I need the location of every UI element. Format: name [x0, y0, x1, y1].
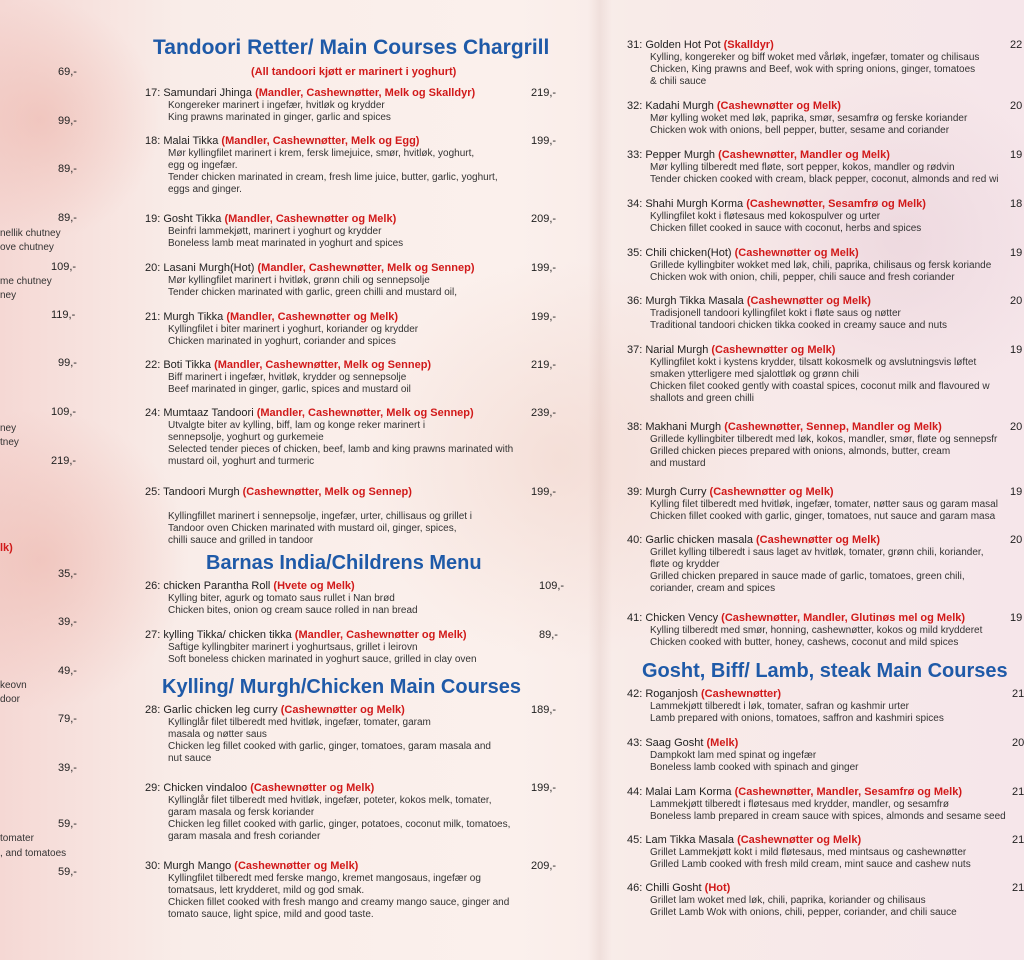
menu-item-name: 24: Mumtaaz Tandoori	[145, 407, 257, 419]
menu-item-description: Chicken marinated in yoghurt, coriander and spices	[168, 336, 396, 347]
menu-item-allergens: (Cashewnøtter og Melk)	[711, 344, 836, 356]
menu-item-price: 19	[1010, 344, 1023, 356]
menu-item-price: 199,-	[531, 311, 557, 323]
menu-item-description: Grillet Lamb Wok with onions, chili, pepper, coriander, and chili sauce	[650, 907, 957, 918]
menu-item-header	[145, 859, 570, 873]
menu-item-description: Chicken, King prawns and Beef, wok with spring onions, ginger, tomatoes	[650, 64, 976, 75]
menu-item-allergens: (Mandler, Cashewnøtter, Melk og Sennep)	[257, 262, 475, 274]
menu-item-header	[627, 294, 1024, 308]
kylling-title: Kylling/ Murgh/Chicken Main Courses	[162, 676, 521, 698]
menu-item-description: and mustard	[650, 458, 706, 469]
left-price: 79,-	[58, 713, 77, 725]
menu-item	[627, 833, 1024, 871]
menu-item-allergens: (Cashewnøtter og Melk)	[756, 534, 881, 546]
menu-item	[627, 99, 1024, 137]
menu-item	[627, 38, 1024, 88]
menu-item-description: Kylling filet tilberedt med hvitløk, ingefær, tomater, nøtter saus og garam masal	[650, 499, 998, 510]
menu-item-description: Selected tender pieces of chicken, beef, lamb and king prawns marinated with	[168, 444, 514, 455]
menu-item-price: 19	[1010, 486, 1023, 498]
menu-item-name: 17: Samundari Jhinga	[145, 87, 256, 99]
menu-item-header	[627, 881, 1024, 895]
menu-item-name: 27: kylling Tikka/ chicken tikka	[145, 629, 295, 641]
left-text-fragment: , and tomatoes	[0, 848, 67, 859]
menu-item-description: Tandoor oven Chicken marinated with mustard oil, ginger, spices,	[168, 523, 457, 534]
left-price: 35,-	[58, 568, 77, 580]
menu-item-allergens: (Cashewnøtter, Mandler, Glutinøs mel og Melk)	[721, 612, 966, 624]
menu-item-price: 239,-	[531, 407, 557, 419]
menu-item-description: Boneless lamb prepared in cream sauce with spices, almonds and sesame seed	[650, 811, 1006, 822]
menu-item-description: Tradisjonell tandoori kyllingfilet kokt i fløte saus og nøtter	[650, 308, 901, 319]
menu-item-description: Grillet kylling tilberedt i saus laget av hvitløk, tomater, grønn chili, koriander,	[650, 547, 984, 558]
menu-item	[627, 687, 1024, 725]
menu-item-description: Kyllingfilet kokt i kystens krydder, tilsatt kokosmelk og avslutningsvis løftet	[650, 357, 977, 368]
left-price: 99,-	[58, 357, 77, 369]
menu-item-header	[627, 687, 1024, 701]
menu-item-name: 39: Murgh Curry	[627, 486, 710, 498]
menu-item-header	[145, 358, 570, 372]
menu-item-description: Grilled Lamb cooked with fresh mild cream, mint sauce and cashew nuts	[650, 859, 971, 870]
left-text-fragment: tomater	[0, 833, 34, 844]
menu-item-allergens: (Cashewnøtter og Melk)	[280, 704, 405, 716]
menu-item	[145, 628, 570, 666]
menu-item-description: tomato sauce, light spice, mild and good taste.	[168, 909, 374, 920]
menu-item-price: 21	[1012, 786, 1024, 798]
menu-item-description: Mør kyllingfilet marinert i krem, fersk limejuice, smør, hvitløk, yoghurt,	[168, 148, 475, 159]
menu-item-description: mustard oil, yoghurt and turmeric	[168, 456, 315, 467]
menu-item-header	[627, 197, 1024, 211]
menu-item-description: Boneless lamb meat marinated in yoghurt and spices	[168, 238, 404, 249]
menu-item-description: garam masala og fersk koriander	[168, 807, 315, 818]
menu-item-description: Tender chicken marinated with garlic, green chilli and mustard oil,	[168, 287, 458, 298]
menu-item-allergens: (Cashewnøtter, Sesamfrø og Melk)	[746, 198, 926, 210]
menu-item-price: 199,-	[531, 486, 557, 498]
menu-item-allergens: (Mandler, Cashewnøtter, Melk og Sennep)	[256, 407, 474, 419]
menu-item-description: Lamb prepared with onions, tomatoes, saffron and kashmiri spices	[650, 713, 944, 724]
menu-item-description: Kongereker marinert i ingefær, hvitløk og krydder	[168, 100, 385, 111]
menu-item-description: coriander, cream and spices	[650, 583, 776, 594]
menu-item-description: Grillet Lammekjøtt kokt i mild fløtesaus, med mintsaus og cashewnøtter	[650, 847, 967, 858]
menu-item-description: Chicken filet cooked gently with coastal spices, coconut milk and flavoured w	[650, 381, 990, 392]
menu-item-allergens: (Cashewnøtter og Melk)	[734, 247, 859, 259]
menu-item-description: egg og ingefær.	[168, 160, 238, 171]
menu-item-name: 29: Chicken vindaloo	[145, 782, 251, 794]
menu-item-description: Biff marinert i ingefær, hvitløk, krydder og sennepsolje	[168, 372, 407, 383]
menu-item-price: 20	[1012, 737, 1024, 749]
menu-item-header	[145, 781, 570, 795]
menu-item-name: 21: Murgh Tikka	[145, 311, 227, 323]
menu-item-description: Chicken bites, onion og cream sauce rolled in nan bread	[168, 605, 418, 616]
menu-item-description: eggs and ginger.	[168, 184, 242, 195]
menu-item-description: Grillede kyllingbiter tilberedt med løk, kokos, mandler, smør, fløte og sennepsfr	[650, 434, 998, 445]
left-text-fragment: ney	[0, 290, 17, 301]
menu-item-allergens: (Mandler, Cashewnøtter og Melk)	[224, 213, 397, 225]
menu-item	[145, 212, 570, 250]
menu-item	[145, 781, 570, 843]
menu-item-header	[627, 99, 1024, 113]
menu-item-price: 20	[1010, 295, 1023, 307]
left-text-fragment: lk)	[0, 542, 13, 554]
menu-item-price: 199,-	[531, 262, 557, 274]
menu-item-allergens: (Cashewnøtter og Melk)	[250, 782, 375, 794]
menu-item-price: 219,-	[531, 87, 557, 99]
menu-item-description: Kyllinglår filet tilberedt med hvitløk, ingefær, poteter, kokos melk, tomater,	[168, 795, 492, 806]
menu-item-allergens: (Hvete og Melk)	[273, 580, 355, 592]
menu-item-header	[627, 246, 1024, 260]
menu-item-header	[627, 611, 1024, 625]
menu-item-name: 40: Garlic chicken masala	[627, 534, 756, 546]
menu-item-allergens: (Hot)	[704, 882, 731, 894]
gosht-title: Gosht, Biff/ Lamb, steak Main Courses	[642, 660, 1008, 682]
menu-item-header	[145, 134, 570, 148]
menu-item-description: Chicken cooked with butter, honey, cashews, coconut and mild spices	[650, 637, 959, 648]
left-price: 59,-	[58, 818, 77, 830]
menu-item-name: 41: Chicken Vency	[627, 612, 722, 624]
menu-item-header	[145, 628, 570, 642]
menu-item	[145, 406, 570, 468]
menu-item-description: Saftige kyllingbiter marinert i yoghurtsaus, grillet i leirovn	[168, 642, 418, 653]
menu-item-description: tomatsaus, lett krydderet, mild og god smak.	[168, 885, 365, 896]
menu-item-header	[145, 485, 570, 499]
menu-item-header	[145, 310, 570, 324]
menu-item-price: 20	[1010, 100, 1023, 112]
menu-item-header	[627, 785, 1024, 799]
menu-item-description: Grilled chicken pieces prepared with onions, almonds, butter, cream	[650, 446, 951, 457]
left-price: 69,-	[58, 66, 77, 78]
menu-item-description: Beef marinated in ginger, garlic, spices and mustard oil	[168, 384, 411, 395]
menu-item-description: Tender chicken marinated in cream, fresh lime juice, butter, garlic, yoghurt,	[168, 172, 498, 183]
menu-item-name: 43: Saag Gosht	[627, 737, 707, 749]
menu-item-description: nut sauce	[168, 753, 212, 764]
menu-item	[627, 785, 1024, 823]
menu-item-price: 21	[1012, 834, 1024, 846]
menu-item	[145, 703, 570, 765]
left-text-fragment: ove chutney	[0, 242, 54, 253]
left-cut-column	[0, 0, 135, 960]
page-fold	[588, 0, 612, 960]
menu-item-description: Dampkokt lam med spinat og ingefær	[650, 750, 817, 761]
left-text-fragment: nellik chutney	[0, 228, 61, 239]
menu-item-description: King prawns marinated in ginger, garlic and spices	[168, 112, 391, 123]
menu-item-price: 189,-	[531, 704, 557, 716]
menu-item	[627, 294, 1024, 332]
menu-item-description: Grillet lam woket med løk, chili, paprika, koriander og chilisaus	[650, 895, 926, 906]
menu-item-header	[627, 485, 1024, 499]
left-price: 39,-	[58, 616, 77, 628]
menu-item-description: Mør kylling woket med løk, paprika, smør, sesamfrø og ferske koriander	[650, 113, 968, 124]
menu-item-description: Chicken leg fillet cooked with garlic, ginger, potatoes, coconut milk, tomatoes,	[168, 819, 511, 830]
menu-item	[145, 261, 570, 299]
menu-item-allergens: (Mandler, Cashewnøtter, Melk og Egg)	[221, 135, 420, 147]
menu-item	[627, 343, 1024, 405]
menu-item-name: 38: Makhani Murgh	[627, 421, 725, 433]
menu-item	[627, 611, 1024, 649]
left-price: 89,-	[58, 163, 77, 175]
menu-item-description: fløte og krydder	[650, 559, 720, 570]
menu-item	[145, 358, 570, 396]
menu-item-price: 20	[1010, 421, 1023, 433]
menu-item-allergens: (Skalldyr)	[723, 39, 774, 51]
menu-item-name: 32: Kadahi Murgh	[627, 100, 717, 112]
menu-item-description: Tender chicken cooked with cream, black pepper, coconut, almonds and red wi	[650, 174, 999, 185]
menu-item-name: 46: Chilli Gosht	[627, 882, 705, 894]
menu-item-name: 44: Malai Lam Korma	[627, 786, 735, 798]
left-price: 109,-	[51, 406, 77, 418]
menu-item	[627, 736, 1024, 774]
menu-item-description: chilli sauce and grilled in tandoor	[168, 535, 314, 546]
menu-item-description: Mør kyllingfilet marinert i hvitløk, grønn chili og sennepsolje	[168, 275, 430, 286]
left-price: 109,-	[51, 261, 77, 273]
menu-item-header	[627, 343, 1024, 357]
menu-item	[145, 485, 570, 547]
menu-item-header	[627, 148, 1024, 162]
menu-item-header	[145, 212, 570, 226]
menu-item-description: sennepsolje, yoghurt og gurkemeie	[168, 432, 324, 443]
menu-item-price: 209,-	[531, 213, 557, 225]
menu-item-description	[145, 499, 570, 511]
menu-item-name: 31: Golden Hot Pot	[627, 39, 724, 51]
menu-item-description: Kyllingfillet marinert i sennepsolje, ingefær, urter, chillisaus og grillet i	[168, 511, 473, 522]
menu-item-description: Soft boneless chicken marinated in yoghurt sauce, grilled in clay oven	[168, 654, 477, 665]
menu-item-price: 20	[1010, 534, 1023, 546]
menu-item-allergens: (Mandler, Cashewnøtter, Melk og Skalldyr)	[255, 87, 476, 99]
menu-item-description: Chicken fillet cooked with fresh mango and creamy mango sauce, ginger and	[168, 897, 510, 908]
menu-item-header	[627, 420, 1024, 434]
menu-item-description: & chili sauce	[650, 76, 707, 87]
menu-item-price: 19	[1010, 247, 1023, 259]
menu-item-header	[627, 533, 1024, 547]
menu-item-description: Kyllingfilet kokt i fløtesaus med kokospulver og urter	[650, 211, 881, 222]
menu-item-allergens: (Cashewnøtter, Sennep, Mandler og Melk)	[724, 421, 942, 433]
menu-item	[627, 420, 1024, 470]
left-text-fragment: keovn	[0, 680, 27, 691]
menu-item-name: 33: Pepper Murgh	[627, 149, 719, 161]
menu-item-allergens: (Cashewnøtter og Melk)	[716, 100, 841, 112]
barnas-title: Barnas India/Childrens Menu	[206, 552, 482, 574]
menu-item-allergens: (Cashewnøtter og Melk)	[746, 295, 871, 307]
menu-item-price: 109,-	[539, 580, 565, 592]
menu-item-allergens: (Mandler, Cashewnøtter og Melk)	[226, 311, 399, 323]
menu-item-description: garam masala and fresh coriander	[168, 831, 321, 842]
left-price: 59,-	[58, 866, 77, 878]
menu-item-price: 19	[1010, 149, 1023, 161]
menu-item-price: 22	[1010, 39, 1023, 51]
menu-item-header	[627, 833, 1024, 847]
menu-item-price: 21	[1012, 882, 1024, 894]
menu-item-description: masala og nøtter saus	[168, 729, 267, 740]
menu-item-description: Chicken fillet cooked with garlic, ginger, tomatoes, nut sauce and garam masa	[650, 511, 996, 522]
left-price: 219,-	[51, 455, 77, 467]
left-text-fragment: door	[0, 694, 21, 705]
menu-item-allergens: (Cashewnøtter, Mandler og Melk)	[718, 149, 890, 161]
menu-item-name: 30: Murgh Mango	[145, 860, 235, 872]
left-text-fragment: me chutney	[0, 276, 52, 287]
menu-item-description: Chicken fillet cooked in sauce with coconut, herbs and spices	[650, 223, 922, 234]
menu-item-name: 34: Shahi Murgh Korma	[627, 198, 747, 210]
menu-item-description: Kyllingfilet i biter marinert i yoghurt, koriander og krydder	[168, 324, 419, 335]
menu-item-allergens: (Cashewnøtter og Melk)	[709, 486, 834, 498]
menu-item-description: Lammekjøtt tilberedt i fløtesaus med krydder, mandler, og sesamfrø	[650, 799, 949, 810]
menu-item-description: shallots and green chilli	[650, 393, 754, 404]
left-price: 119,-	[51, 309, 76, 321]
menu-item-allergens: (Cashewnøtter, Melk og Sennep)	[242, 486, 412, 498]
menu-item-name: 19: Gosht Tikka	[145, 213, 225, 225]
menu-item-description: Kylling, kongereker og biff woket med vårløk, ingefær, tomater og chilisaus	[650, 52, 980, 63]
menu-item-name: 25: Tandoori Murgh	[145, 486, 243, 498]
menu-item-allergens: (Cashewnøtter, Mandler, Sesamfrø og Melk)	[734, 786, 962, 798]
menu-item	[627, 881, 1024, 919]
menu-item-name: 22: Boti Tikka	[145, 359, 215, 371]
menu-item	[145, 579, 570, 617]
tandoori-title: Tandoori Retter/ Main Courses Chargrill	[153, 36, 550, 59]
menu-item-price: 199,-	[531, 782, 557, 794]
menu-item-description: Mør kylling tilberedt med fløte, sort pepper, kokos, mandler og rødvin	[650, 162, 955, 173]
menu-item-name: 35: Chili chicken(Hot)	[627, 247, 735, 259]
left-text-fragment: ney	[0, 423, 17, 434]
menu-item	[627, 533, 1024, 595]
menu-item	[627, 197, 1024, 235]
menu-item-name: 36: Murgh Tikka Masala	[627, 295, 747, 307]
menu-item-description: Chicken leg fillet cooked with garlic, ginger, tomatoes, garam masala and	[168, 741, 491, 752]
menu-item-header	[145, 86, 570, 100]
menu-item-header	[145, 579, 570, 593]
menu-item-name: 28: Garlic chicken leg curry	[145, 704, 281, 716]
left-text-fragment: tney	[0, 437, 19, 448]
menu-item	[627, 148, 1024, 186]
left-price: 49,-	[58, 665, 77, 677]
menu-item-allergens: (Melk)	[706, 737, 739, 749]
menu-item-allergens: (Mandler, Cashewnøtter, Melk og Sennep)	[214, 359, 432, 371]
menu-item-header	[145, 261, 570, 275]
menu-item-name: 26: chicken Parantha Roll	[145, 580, 274, 592]
menu-item-price: 19	[1010, 612, 1023, 624]
menu-item-description: smaken ytterligere med sjalottløk og grønn chili	[650, 369, 859, 380]
menu-item-price: 89,-	[539, 629, 558, 641]
menu-item	[145, 310, 570, 348]
menu-item-description: Chicken wok with onions, bell pepper, butter, sesame and coriander	[650, 125, 950, 136]
tandoori-subtitle: (All tandoori kjøtt er marinert i yoghurt)	[251, 66, 457, 78]
menu-item-description: Utvalgte biter av kylling, biff, lam og konge reker marinert i	[168, 420, 426, 431]
menu-item-name: 37: Narial Murgh	[627, 344, 712, 356]
menu-item-name: 20: Lasani Murgh(Hot)	[145, 262, 258, 274]
menu-item-description: Lammekjøtt tilberedt i løk, tomater, safran og kashmir urter	[650, 701, 909, 712]
menu-item-price: 21	[1012, 688, 1024, 700]
menu-item-price: 199,-	[531, 135, 557, 147]
menu-item-description: Kylling tilberedt med smør, honning, cashewnøtter, kokos og mild krydderet	[650, 625, 983, 636]
menu-item-description: Kylling biter, agurk og tomato saus rullet i Nan brød	[168, 593, 395, 604]
menu-item-price: 219,-	[531, 359, 557, 371]
left-price: 99,-	[58, 115, 77, 127]
menu-item-header	[145, 703, 570, 717]
menu-item-description: Kyllinglår filet tilberedt med hvitløk, ingefær, tomater, garam	[168, 717, 431, 728]
menu-item	[627, 246, 1024, 284]
menu-item-allergens: (Cashewnøtter og Melk)	[737, 834, 862, 846]
menu-item-header	[145, 406, 570, 420]
menu-item-price: 18	[1010, 198, 1023, 210]
menu-item-name: 18: Malai Tikka	[145, 135, 222, 147]
menu-item-description: Beinfri lammekjøtt, marinert i yoghurt og krydder	[168, 226, 382, 237]
menu-item	[145, 859, 570, 921]
menu-item-header	[627, 736, 1024, 750]
menu-item-allergens: (Cashewnøtter og Melk)	[234, 860, 359, 872]
menu-item-description: Grilled chicken prepared in sauce made of garlic, tomatoes, green chili,	[650, 571, 965, 582]
menu-item-header	[627, 38, 1024, 52]
menu-item-description: Traditional tandoori chicken tikka cooked in creamy sauce and nuts	[650, 320, 948, 331]
menu-item-allergens: (Mandler, Cashewnøtter og Melk)	[294, 629, 467, 641]
menu-item-description: Chicken wok with onion, chili, pepper, chili sauce and fresh coriander	[650, 272, 955, 283]
menu-item	[145, 86, 570, 124]
left-price: 39,-	[58, 762, 77, 774]
menu-item-description: Grillede kyllingbiter wokket med løk, chili, paprika, chilisaus og fersk koriande	[650, 260, 992, 271]
menu-item-price: 209,-	[531, 860, 557, 872]
menu-item-description: Boneless lamb cooked with spinach and ginger	[650, 762, 859, 773]
menu-item	[145, 134, 570, 196]
left-price: 89,-	[58, 212, 77, 224]
menu-item-name: 42: Roganjosh	[627, 688, 701, 700]
menu-item-description: Kyllingfilet tilberedt med ferske mango, kremet mangosaus, ingefær og	[168, 873, 481, 884]
menu-item	[627, 485, 1024, 523]
menu-item-allergens: (Cashewnøtter)	[701, 688, 782, 700]
menu-item-name: 45: Lam Tikka Masala	[627, 834, 738, 846]
